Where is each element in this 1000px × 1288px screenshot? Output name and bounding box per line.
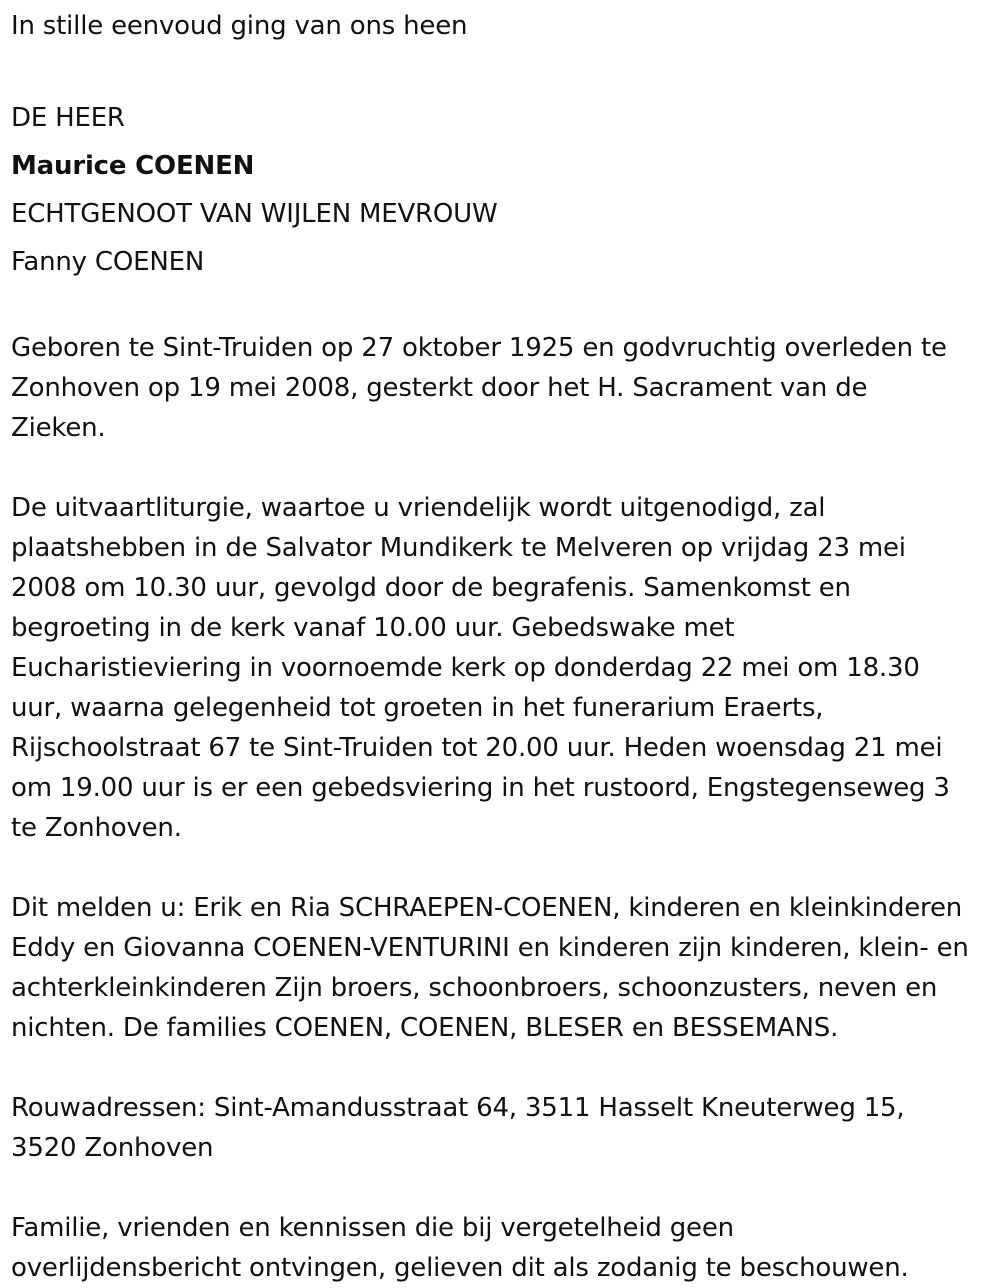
paragraph-line: nichten. De families COENEN, COENEN, BLESER en BESSEMANS. xyxy=(11,1013,839,1043)
paragraph-line: Geboren te Sint-Truiden op 27 oktober 1925 en godvruchtig overleden te xyxy=(11,333,947,363)
paragraph-line: Familie, vrienden en kennissen die bij vergetelheid geen xyxy=(11,1213,734,1243)
paragraph-line: uur, waarna gelegenheid tot groeten in het funerarium Eraerts, xyxy=(11,693,824,723)
title-block xyxy=(11,94,990,286)
paragraph-line: Rouwadressen: Sint-Amandusstraat 64, 3511 Hasselt Kneuterweg 15, xyxy=(11,1093,905,1123)
paragraph-line: 2008 om 10.30 uur, gevolgd door de begrafenis. Samenkomst en xyxy=(11,573,851,603)
paragraph-line: Dit melden u: Erik en Ria SCHRAEPEN-COENEN, kinderen en kleinkinderen xyxy=(11,893,963,923)
funeral-paragraph xyxy=(11,488,990,848)
honorific: DE HEER xyxy=(11,103,125,133)
birth-death-paragraph xyxy=(11,328,990,448)
addresses-paragraph xyxy=(11,1088,990,1168)
paragraph-line: om 19.00 uur is er een gebedsviering in het rustoord, Engstegenseweg 3 xyxy=(11,773,950,803)
paragraph-line: Eucharistieviering in voornoemde kerk op donderdag 22 mei om 18.30 xyxy=(11,653,920,683)
paragraph-line: 3520 Zonhoven xyxy=(11,1133,214,1163)
paragraph-line: te Zonhoven. xyxy=(11,813,182,843)
paragraph-line: overlijdensbericht ontvingen, gelieven dit als zodanig te beschouwen. xyxy=(11,1253,909,1283)
closing-paragraph xyxy=(11,1208,990,1288)
paragraph-line: Zonhoven op 19 mei 2008, gesterkt door het H. Sacrament van de xyxy=(11,373,868,403)
relation-line: ECHTGENOOT VAN WIJLEN MEVROUW xyxy=(11,199,498,229)
spouse-name: Fanny COENEN xyxy=(11,247,205,277)
paragraph-line: achterkleinkinderen Zijn broers, schoonbroers, schoonzusters, neven en xyxy=(11,973,938,1003)
paragraph-line: De uitvaartliturgie, waartoe u vriendelijk wordt uitgenodigd, zal xyxy=(11,493,826,523)
deceased-name: Maurice COENEN xyxy=(11,151,255,181)
announcement-paragraph xyxy=(11,888,990,1048)
paragraph-line: begroeting in de kerk vanaf 10.00 uur. Gebedswake met xyxy=(11,613,735,643)
paragraph-line: Rijschoolstraat 67 te Sint-Truiden tot 20.00 uur. Heden woensdag 21 mei xyxy=(11,733,943,763)
paragraph-line: Eddy en Giovanna COENEN-VENTURINI en kinderen zijn kinderen, klein- en xyxy=(11,933,969,963)
paragraph-line: Zieken. xyxy=(11,413,106,443)
paragraph-line: plaatshebben in de Salvator Mundikerk te Melveren op vrijdag 23 mei xyxy=(11,533,906,563)
intro-line: In stille eenvoud ging van ons heen xyxy=(11,11,468,41)
